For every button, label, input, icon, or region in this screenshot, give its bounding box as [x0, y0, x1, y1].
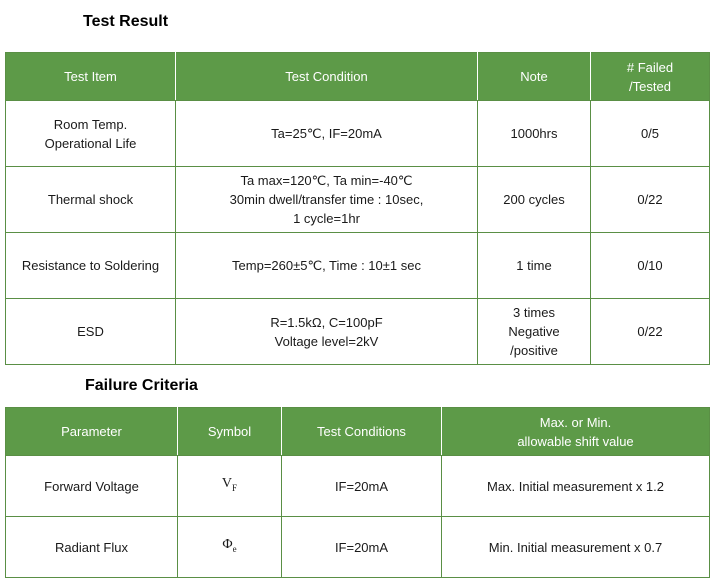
test-conditions-cell: IF=20mA	[282, 517, 442, 578]
test-item-cell: Resistance to Soldering	[6, 233, 176, 299]
col-header-failed-tested: # Failed /Tested	[591, 53, 710, 101]
failed-tested-cell: 0/5	[591, 101, 710, 167]
symbol-main: Φ	[222, 537, 233, 553]
shift-value-cell: Min. Initial measurement x 0.7	[442, 517, 710, 578]
symbol-cell	[178, 517, 282, 578]
shift-value-cell: Max. Initial measurement x 1.2	[442, 456, 710, 517]
note-cell: 3 times Negative /positive	[478, 299, 591, 365]
failed-tested-cell: 0/22	[591, 167, 710, 233]
note-cell: 1 time	[478, 233, 591, 299]
failed-tested-cell: 0/10	[591, 233, 710, 299]
failure-criteria-title: Failure Criteria	[85, 377, 198, 394]
table-row	[6, 167, 710, 233]
symbol-cell	[178, 456, 282, 517]
col-header-shift-value: Max. or Min. allowable shift value	[442, 408, 710, 456]
col-header-test-condition: Test Condition	[176, 53, 478, 101]
symbol-subscript: e	[232, 543, 237, 554]
test-result-title: Test Result	[83, 13, 169, 30]
table-header-row	[6, 408, 710, 456]
failure-criteria-table	[5, 407, 710, 578]
test-condition-cell: Ta=25℃, IF=20mA	[176, 101, 478, 167]
test-conditions-cell: IF=20mA	[282, 456, 442, 517]
table-header-row	[6, 53, 710, 101]
test-item-cell: ESD	[6, 299, 176, 365]
col-header-parameter: Parameter	[6, 408, 178, 456]
parameter-cell: Radiant Flux	[6, 517, 178, 578]
parameter-cell: Forward Voltage	[6, 456, 178, 517]
table-row	[6, 233, 710, 299]
symbol-main: V	[221, 476, 233, 492]
test-condition-cell: Ta max=120℃, Ta min=-40℃ 30min dwell/transfer time : 10sec, 1 cycle=1hr	[176, 167, 478, 233]
col-header-test-item: Test Item	[6, 53, 176, 101]
test-condition-cell: R=1.5kΩ, C=100pF Voltage level=2kV	[176, 299, 478, 365]
col-header-symbol: Symbol	[178, 408, 282, 456]
test-condition-cell: Temp=260±5℃, Time : 10±1 sec	[176, 233, 478, 299]
note-cell: 1000hrs	[478, 101, 591, 167]
table-row	[6, 299, 710, 365]
test-result-table	[5, 52, 710, 365]
table-row	[6, 517, 710, 578]
note-cell: 200 cycles	[478, 167, 591, 233]
table-row	[6, 456, 710, 517]
table-row	[6, 101, 710, 167]
symbol-subscript: F	[232, 482, 238, 493]
col-header-note: Note	[478, 53, 591, 101]
test-item-cell: Thermal shock	[6, 167, 176, 233]
col-header-test-conditions: Test Conditions	[282, 408, 442, 456]
failed-tested-cell: 0/22	[591, 299, 710, 365]
test-item-cell: Room Temp. Operational Life	[6, 101, 176, 167]
